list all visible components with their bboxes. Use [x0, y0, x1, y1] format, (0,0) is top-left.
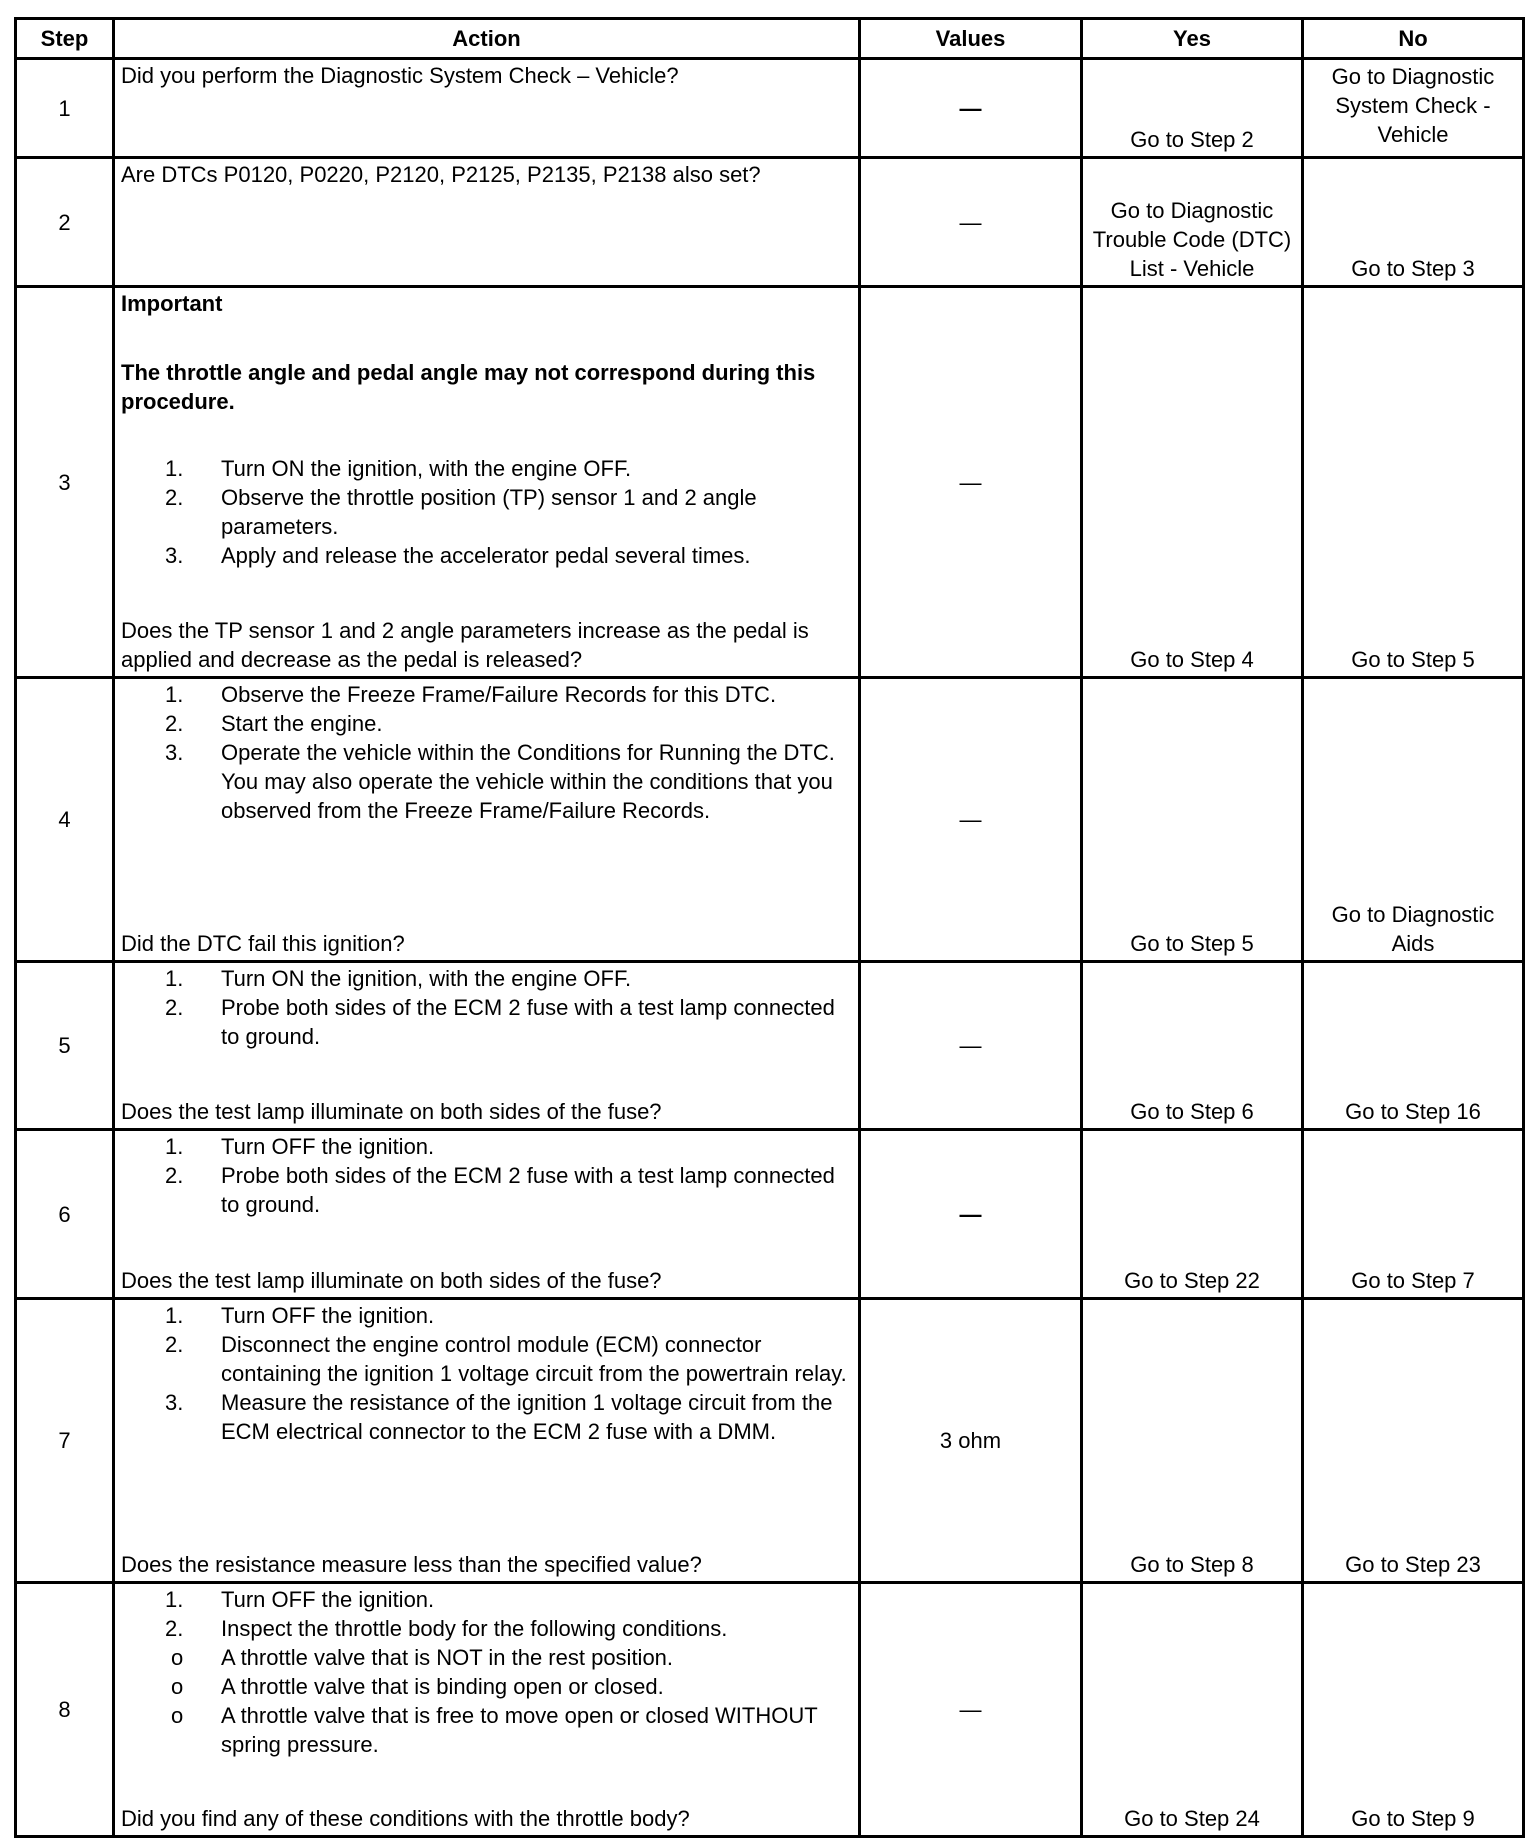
- step-number: 8: [16, 1583, 114, 1837]
- action-cell: [114, 1130, 860, 1299]
- list-item: [165, 1585, 854, 1614]
- yes-cell: [1082, 287, 1303, 678]
- substep-number: 2.: [165, 711, 184, 736]
- substep-text: Apply and release the accelerator pedal several times.: [221, 543, 751, 568]
- substep-text: Observe the throttle position (TP) sensor 1 and 2 angle parameters.: [221, 485, 757, 539]
- action-cell: [114, 158, 860, 287]
- substep-text: Turn OFF the ignition.: [221, 1587, 435, 1612]
- list-item: [165, 738, 854, 825]
- action-cell: [114, 59, 860, 158]
- substep-text: Probe both sides of the ECM 2 fuse with a test lamp connected to ground.: [221, 1163, 835, 1217]
- substep-number: 3.: [165, 740, 184, 765]
- step-number: 6: [16, 1130, 114, 1299]
- yes-cell: [1082, 158, 1303, 287]
- value-cell: [860, 1130, 1082, 1299]
- list-item: [165, 1330, 854, 1388]
- list-item: [165, 1161, 854, 1219]
- yes-link[interactable]: Go to Step 24: [1124, 1806, 1260, 1831]
- column-header-step: Step: [16, 19, 114, 59]
- substep-number: 2.: [165, 1616, 184, 1641]
- action-question: Did you perform the Diagnostic System Check – Vehicle?: [121, 63, 679, 88]
- yes-cell: [1082, 59, 1303, 158]
- list-item: [165, 483, 854, 541]
- column-header-no: No: [1303, 19, 1524, 59]
- no-cell: [1303, 1299, 1524, 1583]
- no-link[interactable]: Go to Step 9: [1351, 1806, 1475, 1831]
- action-cell: [114, 287, 860, 678]
- yes-link[interactable]: Go to Step 5: [1130, 931, 1254, 956]
- list-item: [165, 709, 854, 738]
- substep-text: Turn OFF the ignition.: [221, 1303, 435, 1328]
- no-cell: [1303, 287, 1524, 678]
- value-text: —: [959, 1697, 982, 1722]
- no-link[interactable]: Go to Step 5: [1351, 647, 1475, 672]
- substep-number: 2.: [165, 1332, 184, 1357]
- column-header-values: Values: [860, 19, 1082, 59]
- no-cell: [1303, 158, 1524, 287]
- value-text: —: [959, 807, 982, 832]
- value-cell: [860, 1299, 1082, 1583]
- list-item: [165, 1301, 854, 1330]
- value-cell: [860, 59, 1082, 158]
- value-cell: [860, 962, 1082, 1130]
- list-item: [165, 541, 854, 570]
- list-item: [165, 680, 854, 709]
- no-link[interactable]: Go to Diagnostic Aids: [1331, 902, 1495, 956]
- list-item: [165, 993, 854, 1051]
- substep-number: 1.: [165, 966, 184, 991]
- step-number: 3: [16, 287, 114, 678]
- list-item: [165, 964, 854, 993]
- list-item: [121, 1672, 854, 1701]
- bullet-icon: o: [171, 1703, 184, 1728]
- diagnostic-table: [14, 17, 1525, 1838]
- substep-number: 1.: [165, 1134, 184, 1159]
- step-number: 2: [16, 158, 114, 287]
- important-label: Important: [121, 291, 223, 316]
- table-row: [16, 287, 1524, 678]
- no-link[interactable]: Go to Step 16: [1345, 1099, 1481, 1124]
- list-item: [165, 1614, 854, 1643]
- substep-list: [121, 1301, 854, 1446]
- value-text: 3 ohm: [939, 1428, 1002, 1453]
- table-row: [16, 59, 1524, 158]
- list-item: [121, 1701, 854, 1759]
- action-cell: [114, 1299, 860, 1583]
- substep-number: 1.: [165, 1587, 184, 1612]
- column-header-yes: Yes: [1082, 19, 1303, 59]
- substep-text: Disconnect the engine control module (ECM) connector containing the ignition 1 voltage circuit from the powertrain relay.: [221, 1332, 847, 1386]
- no-cell: [1303, 59, 1524, 158]
- action-question: Does the test lamp illuminate on both sides of the fuse?: [121, 1099, 662, 1124]
- substep-list: [121, 680, 854, 825]
- substep-number: 1.: [165, 682, 184, 707]
- no-link[interactable]: Go to Step 23: [1345, 1552, 1481, 1577]
- substep-text: Inspect the throttle body for the following conditions.: [221, 1616, 728, 1641]
- no-cell: [1303, 1130, 1524, 1299]
- yes-link[interactable]: Go to Step 8: [1130, 1552, 1254, 1577]
- substep-text: Observe the Freeze Frame/Failure Records for this DTC.: [221, 682, 777, 707]
- table-row: [16, 678, 1524, 962]
- column-header-action: Action: [114, 19, 860, 59]
- yes-link[interactable]: Go to Step 2: [1130, 127, 1254, 152]
- list-item: [165, 1132, 854, 1161]
- substep-text: Start the engine.: [221, 711, 383, 736]
- no-cell: [1303, 962, 1524, 1130]
- yes-cell: [1082, 962, 1303, 1130]
- list-item: [165, 454, 854, 483]
- action-cell: [114, 1583, 860, 1837]
- substep-number: 1.: [165, 456, 184, 481]
- substep-number: 2.: [165, 1163, 184, 1188]
- substep-list: [121, 1132, 854, 1219]
- action-cell: [114, 962, 860, 1130]
- yes-link[interactable]: Go to Step 22: [1124, 1268, 1260, 1293]
- action-question: Does the resistance measure less than the specified value?: [121, 1552, 702, 1577]
- condition-text: A throttle valve that is binding open or closed.: [221, 1674, 664, 1699]
- table-row: [16, 1130, 1524, 1299]
- condition-text: A throttle valve that is free to move open or closed WITHOUT spring pressure.: [221, 1703, 818, 1757]
- value-cell: [860, 678, 1082, 962]
- step-number: 4: [16, 678, 114, 962]
- substep-text: Turn ON the ignition, with the engine OFF.: [221, 456, 632, 481]
- substep-text: Operate the vehicle within the Conditions for Running the DTC. You may also operate the vehicle within the conditions that you observed from the Freeze Frame/Failure Records.: [221, 740, 835, 823]
- header-row: [16, 19, 1524, 59]
- action-question: Does the test lamp illuminate on both sides of the fuse?: [121, 1268, 662, 1293]
- step-number: 1: [16, 59, 114, 158]
- substep-list: [121, 454, 854, 570]
- no-link[interactable]: Go to Diagnostic System Check - Vehicle: [1331, 64, 1495, 147]
- value-text: —: [959, 209, 982, 235]
- no-cell: [1303, 1583, 1524, 1837]
- substep-text: Probe both sides of the ECM 2 fuse with a test lamp connected to ground.: [221, 995, 835, 1049]
- table-row: [16, 1583, 1524, 1837]
- value-text: —: [959, 1201, 982, 1227]
- list-item: [165, 1388, 854, 1446]
- important-note: The throttle angle and pedal angle may not correspond during this procedure.: [121, 360, 816, 414]
- value-cell: [860, 1583, 1082, 1837]
- value-text: —: [959, 469, 982, 495]
- yes-cell: [1082, 1130, 1303, 1299]
- value-cell: [860, 158, 1082, 287]
- substep-list: [121, 1585, 854, 1643]
- substep-number: 1.: [165, 1303, 184, 1328]
- substep-list: [121, 964, 854, 1051]
- yes-cell: [1082, 1299, 1303, 1583]
- list-item: [121, 1643, 854, 1672]
- table-row: [16, 962, 1524, 1130]
- yes-link[interactable]: Go to Step 6: [1130, 1099, 1254, 1124]
- yes-link[interactable]: Go to Step 4: [1130, 647, 1254, 672]
- substep-number: 2.: [165, 995, 184, 1020]
- substep-text: Turn OFF the ignition.: [221, 1134, 435, 1159]
- substep-number: 2.: [165, 485, 184, 510]
- action-question: Did the DTC fail this ignition?: [121, 931, 405, 956]
- table-row: [16, 1299, 1524, 1583]
- yes-link[interactable]: Go to Diagnostic Trouble Code (DTC) List - Vehicle: [1092, 198, 1292, 281]
- step-number: 7: [16, 1299, 114, 1583]
- bullet-icon: o: [171, 1645, 184, 1670]
- bullet-icon: o: [171, 1674, 184, 1699]
- action-cell: [114, 678, 860, 962]
- value-text: —: [959, 95, 982, 121]
- action-question: Does the TP sensor 1 and 2 angle parameters increase as the pedal is applied and decrease as the pedal is released?: [121, 618, 809, 672]
- no-cell: [1303, 678, 1524, 962]
- substep-text: Measure the resistance of the ignition 1 voltage circuit from the ECM electrical connector to the ECM 2 fuse with a DMM.: [221, 1390, 833, 1444]
- value-cell: [860, 287, 1082, 678]
- yes-cell: [1082, 1583, 1303, 1837]
- yes-cell: [1082, 678, 1303, 962]
- substep-text: Turn ON the ignition, with the engine OFF.: [221, 966, 632, 991]
- step-number: 5: [16, 962, 114, 1130]
- condition-text: A throttle valve that is NOT in the rest position.: [221, 1645, 674, 1670]
- table-row: [16, 158, 1524, 287]
- action-question: Did you find any of these conditions with the throttle body?: [121, 1806, 690, 1831]
- no-link[interactable]: Go to Step 3: [1351, 256, 1475, 281]
- substep-number: 3.: [165, 1390, 184, 1415]
- action-question: Are DTCs P0120, P0220, P2120, P2125, P2135, P2138 also set?: [121, 162, 761, 187]
- value-text: —: [959, 1033, 982, 1058]
- no-link[interactable]: Go to Step 7: [1351, 1268, 1475, 1293]
- substep-number: 3.: [165, 543, 184, 568]
- condition-list: [121, 1643, 854, 1759]
